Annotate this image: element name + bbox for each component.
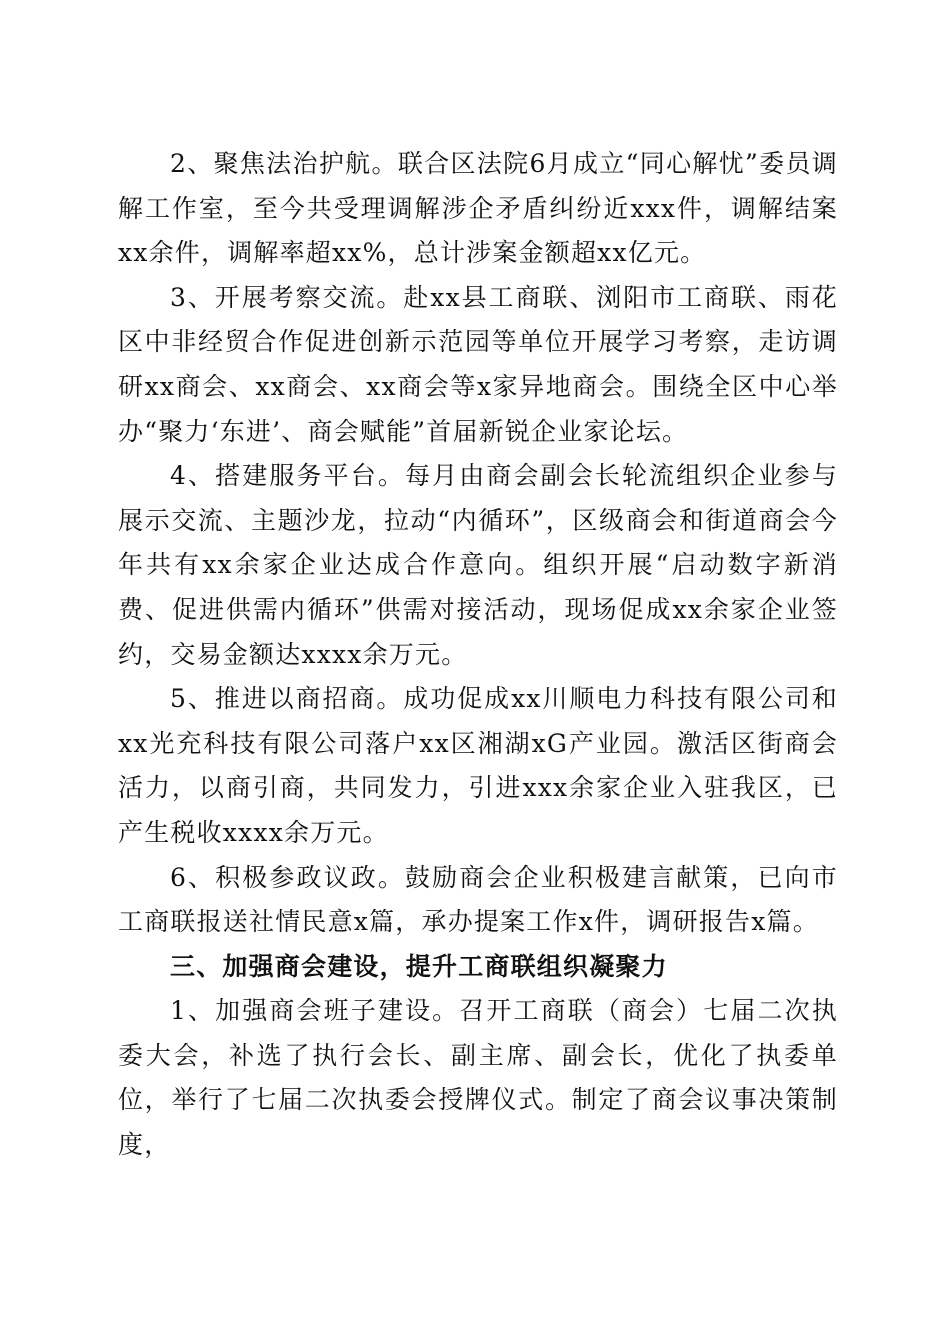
section-heading: 三、加强商会建设，提升工商联组织凝聚力 xyxy=(170,951,668,981)
paragraph-leadership-building: 1、加强商会班子建设。召开工商联（商会）七届二次执委大会，补选了执行会长、副主席、副会长，优化了执委单位，举行了七届二次执委会授牌仪式。制定了商会议事决策制度， xyxy=(118,996,838,1160)
paragraph-investment: 5、推进以商招商。成功促成xx川顺电力科技有限公司和xx光充科技有限公司落户xx区湘湖xG产业园。激活区街商会活力，以商引商，共同发力，引进xxx余家企业入驻我区，已产生税收xxxx余万元。 xyxy=(118,684,838,847)
paragraph-rule-of-law: 2、聚焦法治护航。联合区法院6月成立“同心解忧”委员调解工作室，至今共受理调解涉企矛盾纠纷近xxx件，调解结案xx余件，调解率超xx%，总计涉案金额超xx亿元。 xyxy=(118,149,838,268)
paragraph-political-participation: 6、积极参政议政。鼓励商会企业积极建言献策，已向市工商联报送社情民意x篇，承办提案工作x件，调研报告x篇。 xyxy=(118,862,838,937)
paragraph-service-platform: 4、搭建服务平台。每月由商会副会长轮流组织企业参与展示交流、主题沙龙，拉动“内循环”，区级商会和街道商会今年共有xx余家企业达成合作意向。组织开展“启动数字新消费、促进供需内循环”供需对接活动，现场促成xx余家企业签约，交易金额达xxxx余万元。 xyxy=(118,461,838,669)
paragraph-exchange: 3、开展考察交流。赴xx县工商联、浏阳市工商联、雨花区中非经贸合作促进创新示范园等单位开展学习考察，走访调研xx商会、xx商会、xx商会等x家异地商会。围绕全区中心举办“聚力‘东进’、商会赋能”首届新锐企业家论坛。 xyxy=(118,282,838,446)
document-body xyxy=(118,142,838,1168)
